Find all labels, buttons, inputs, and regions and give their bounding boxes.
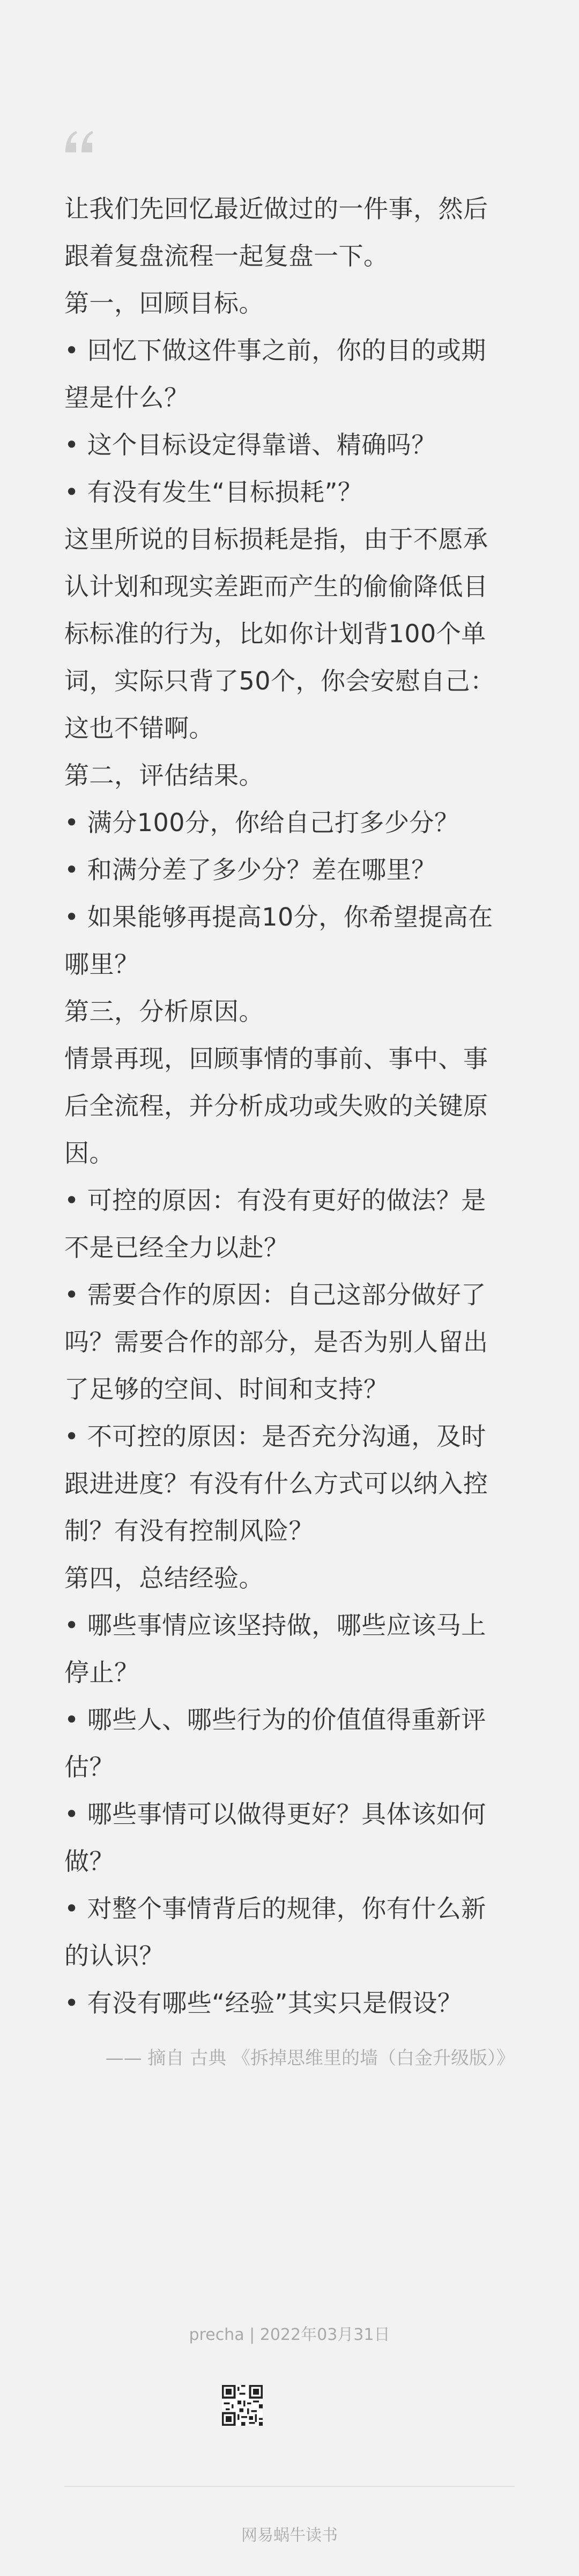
article-line: • 可控的原因：有没有更好的做法？是: [64, 1186, 486, 1215]
article-line: 估？: [64, 1752, 114, 1781]
article-line: • 哪些事情可以做得更好？具体该如何: [64, 1800, 486, 1829]
article-line: 做？: [64, 1847, 114, 1876]
article-line: 哪里？: [64, 950, 139, 979]
article-line: 让我们先回忆最近做过的一件事，然后: [64, 194, 488, 223]
article-line: 望是什么？: [64, 383, 189, 412]
article-line: • 回忆下做这件事之前，你的目的或期: [64, 336, 486, 365]
quote-open-icon: [63, 128, 95, 155]
article-line: 第三，分析原因。: [64, 997, 264, 1026]
article-line: 停止？: [64, 1658, 139, 1687]
article-body: [64, 185, 515, 2072]
article-line: • 哪些人、哪些行为的价值值得重新评: [64, 1705, 486, 1734]
article-line: 后全流程，并分析成功或失败的关键原: [64, 1091, 488, 1120]
article-line: 情景再现，回顾事情的事前、事中、事: [64, 1044, 488, 1073]
article-line: • 对整个事情背后的规律，你有什么新: [64, 1894, 486, 1923]
article-line: • 有没有发生“目标损耗”？: [64, 478, 363, 507]
article-line: • 不可控的原因：是否充分沟通，及时: [64, 1422, 486, 1451]
article-line: 这也不错啊。: [64, 714, 214, 743]
brand-footer: 网易蜗牛读书: [241, 2526, 338, 2545]
author-date: precha | 2022年03月31日: [189, 2325, 390, 2344]
article-line: 第四，总结经验。: [64, 1564, 264, 1592]
article-line: • 满分100分，你给自己打多少分？: [64, 808, 459, 837]
article-line: 不是已经全力以赴？: [64, 1233, 289, 1262]
article-line: 跟着复盘流程一起复盘一下。: [64, 241, 389, 270]
article-line: 跟进进度？有没有什么方式可以纳入控: [64, 1469, 488, 1498]
article-line: • 哪些事情应该坚持做，哪些应该马上: [64, 1611, 486, 1640]
article-line: 这里所说的目标损耗是指，由于不愿承: [64, 525, 488, 554]
article-line: 认计划和现实差距而产生的偷偷降低目: [64, 572, 488, 601]
article-line: • 有没有哪些“经验”其实只是假设？: [64, 1988, 463, 2017]
article-line: • 如果能够再提高10分，你希望提高在: [64, 902, 493, 931]
qr-code-icon: [222, 2385, 263, 2426]
article-line: 词，实际只背了50个，你会安慰自己：: [64, 666, 495, 695]
footer-divider: [64, 2486, 515, 2487]
article-line: 制？有没有控制风险？: [64, 1516, 314, 1545]
article-line: 的认识？: [64, 1941, 164, 1970]
article-line: 因。: [64, 1139, 114, 1168]
article-line: 第一，回顾目标。: [64, 289, 264, 318]
quote-source: —— 摘自 古典 《拆掉思维里的墙（白金升级版）》: [105, 2047, 515, 2069]
article-line: 吗？需要合作的部分，是否为别人留出: [64, 1327, 488, 1356]
article-line: • 和满分差了多少分？差在哪里？: [64, 855, 436, 884]
article-line: • 这个目标设定得靠谱、精确吗？: [64, 430, 436, 459]
article-line: 了足够的空间、时间和支持？: [64, 1375, 389, 1404]
article-line: 第二，评估结果。: [64, 761, 264, 790]
article-line: 标标准的行为，比如你计划背100个单: [64, 619, 486, 648]
article-line: • 需要合作的原因：自己这部分做好了: [64, 1280, 486, 1309]
